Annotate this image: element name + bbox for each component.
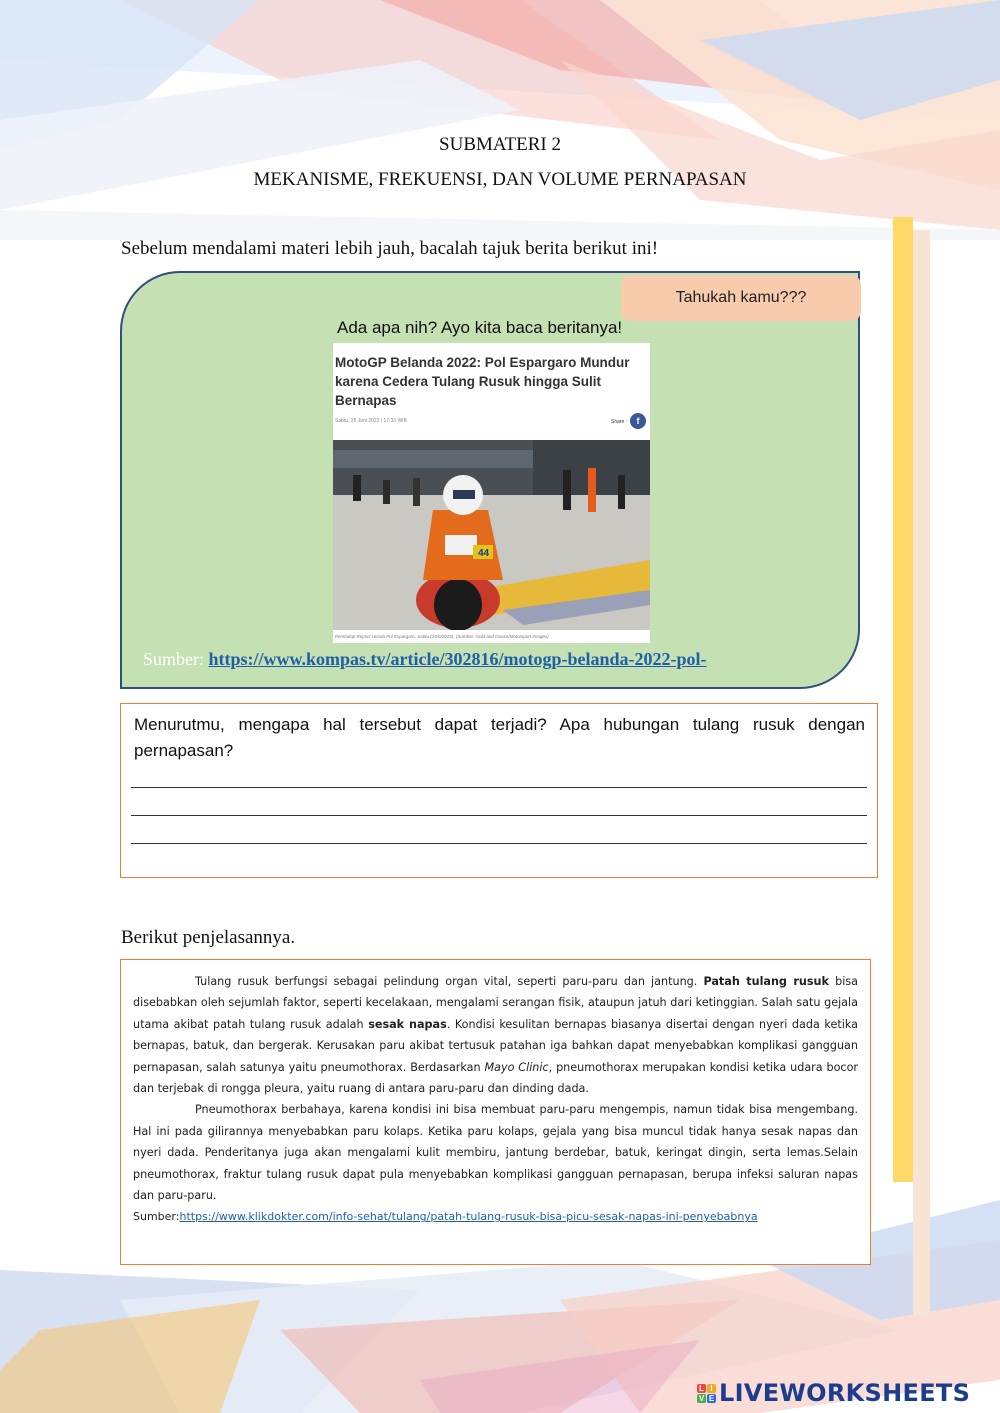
- news-headline: MotoGP Belanda 2022: Pol Espargaro Mundur karena Cedera Tulang Rusuk hingga Sulit Bernapas: [335, 355, 630, 408]
- intro-text: Sebelum mendalami materi lebih jauh, bacalah tajuk berita berikut ini!: [121, 238, 659, 259]
- bold-term: sesak napas: [368, 1017, 447, 1031]
- italic-term: Mayo Clinic: [484, 1060, 549, 1074]
- motogp-rider-photo: [333, 440, 650, 630]
- explanation-paragraph-1: Tulang rusuk berfungsi sebagai pelindung organ vital, seperti paru-paru dan jantung. Patah tulang rusuk bisa disebabkan oleh sejumlah faktor, seperti kecelakaan, mengalami serangan fisik, ataupun jatuh dari ketinggian. Salah satu gejala utama akibat patah tulang rusuk adalah sesak napas. Kondisi kesulitan bernapas biasanya disertai dengan nyeri dada ketika bernapas, batuk, dan bergerak. Kerusakan paru akibat tertusuk patahan iga bahkan dapat menyebabkan komplikasi gangguan pernapasan, salah satunya yaitu pneumothorax. Berdasarkan Mayo Clinic, pneumothorax merupakan kondisi ketika udara bocor dan terjebak di rongga pleura, yaitu ruang di antara paru-paru dan dinding dada.: [133, 975, 859, 1096]
- side-accent-bar: [893, 217, 913, 1182]
- page-title: MEKANISME, FREKUENSI, DAN VOLUME PERNAPASAN: [253, 169, 747, 190]
- liveworksheets-wordmark: LIVEWORKSHEETS: [719, 1379, 971, 1407]
- bold-term: Patah tulang rusuk: [703, 975, 829, 988]
- news-photo-caption: Pembalap Repsol Honda Pol Espargaro, Sabtu (25/6/2022). (Sumber: Gold and Goose/Motorsport Images): [335, 634, 549, 639]
- explanation-text: [133, 971, 858, 1228]
- answer-line-1[interactable]: [131, 787, 867, 788]
- answer-line-2[interactable]: [131, 815, 867, 816]
- news-source: [143, 649, 707, 670]
- explanation-source: [133, 1206, 858, 1227]
- liveworksheets-logo: [697, 1375, 970, 1411]
- live-badge-icon: L I V E: [698, 1383, 715, 1403]
- news-prompt: Ada apa nih? Ayo kita baca beritanya!: [337, 318, 623, 337]
- news-source-link[interactable]: https://www.kompas.tv/article/302816/motogp-belanda-2022-pol-: [208, 649, 707, 669]
- explanation-paragraph-2: Pneumothorax berbahaya, karena kondisi ini bisa membuat paru-paru mengempis, namun tidak bisa mengembang. Hal ini pada gilirannya menyebabkan paru kolaps. Ketika paru kolaps, gejala yang bisa muncul tidak hanya sesak napas dan nyeri dada. Penderitanya juga akan mengalami kulit membiru, jantung berdebar, batuk, keringat dingin, serta lemas.Selain pneumothorax, fraktur tulang rusuk dapat pula menyebabkan komplikasi gangguan pernapasan, berupa infeksi saluran napas dan paru-paru.: [133, 1103, 858, 1203]
- share-label: Share :: [611, 419, 628, 425]
- explanation-source-link[interactable]: https://www.klikdokter.com/info-sehat/tulang/patah-tulang-rusuk-bisa-picu-sesak-napas-ini-penyebabnya: [179, 1210, 758, 1224]
- news-source-label: Sumber:: [143, 649, 204, 669]
- svg-text:44: 44: [478, 548, 490, 559]
- news-date: Sabtu, 25 Juni 2022 | 17:33 WIB: [335, 418, 407, 424]
- answer-line-3[interactable]: [131, 843, 867, 844]
- question-text: Menurutmu, mengapa hal tersebut dapat terjadi? Apa hubungan tulang rusuk dengan pernapasan?: [134, 715, 865, 760]
- explanation-heading: Berikut penjelasannya.: [121, 927, 296, 948]
- side-accent-shadow: [913, 230, 930, 1315]
- explanation-source-label: Sumber:: [133, 1210, 180, 1224]
- did-you-know-badge: Tahukah kamu???: [621, 275, 861, 321]
- section-label: SUBMATERI 2: [439, 134, 561, 155]
- news-screenshot: [333, 343, 650, 643]
- facebook-icon[interactable]: f: [630, 413, 646, 429]
